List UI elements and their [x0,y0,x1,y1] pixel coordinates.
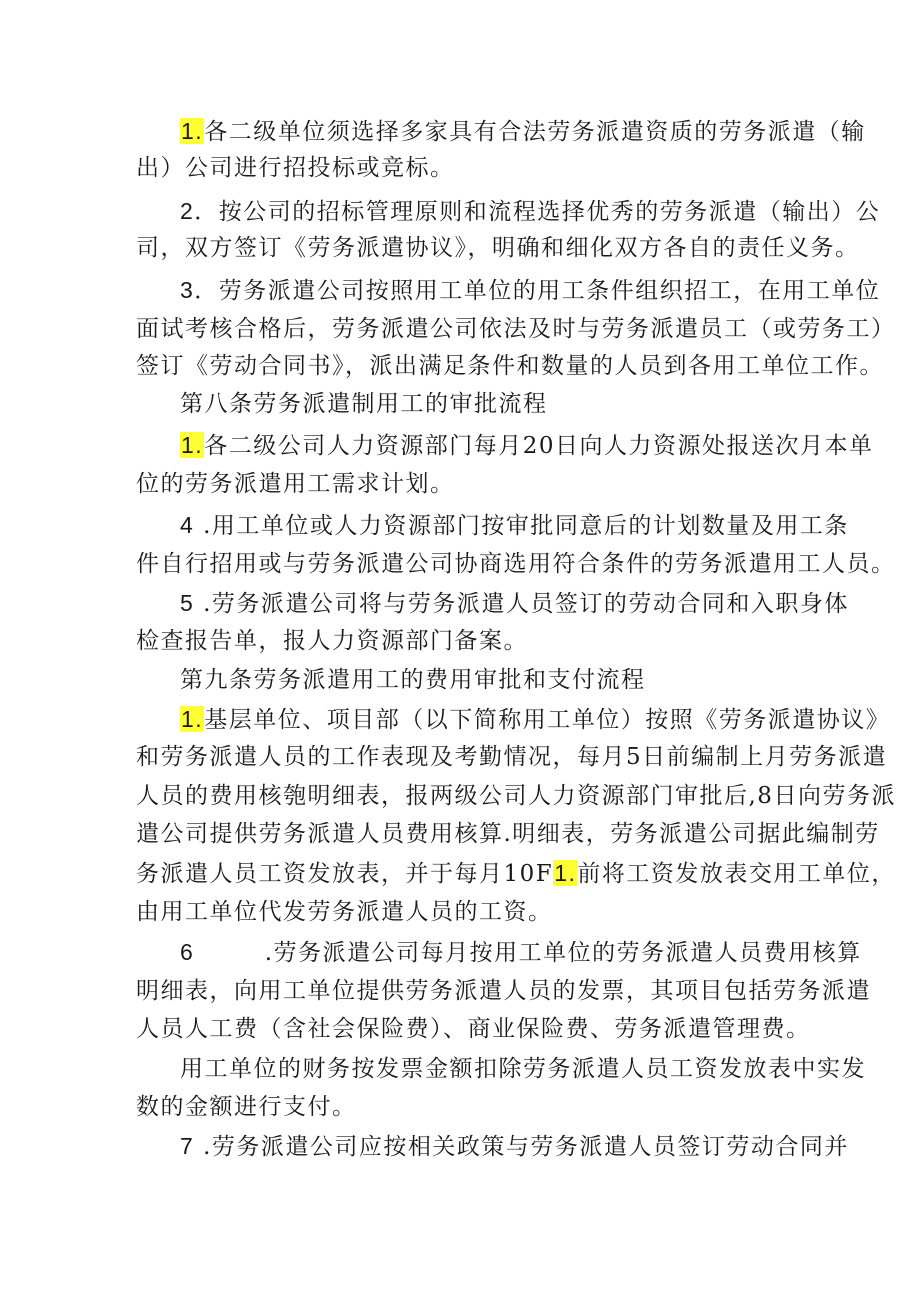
line-text: 用工单位的财务按发票金额扣除劳务派遣人员工资发放表中实发 [180,1056,866,1082]
line-text: 由用工单位代发劳务派遣人员的工资。 [136,899,553,925]
paragraph-line [136,549,896,579]
paragraph-line [180,196,880,227]
line-text: .用工单位或人力资源部门按审批同意后的计划数量及用工条 [194,513,849,539]
list-number: 7 [180,1133,195,1159]
line-text: ．劳务派遣公司按照用工单位的用工条件组织招工，在用工单位 [194,278,881,304]
paragraph-line [180,275,880,306]
line-text: 前将工资发放表交用工单位， [577,861,896,887]
paragraph-line [180,588,849,619]
list-number: 4 [180,512,195,538]
highlighted-inline-mark: 1. [554,860,577,886]
line-text: 数的金额进行支付。 [136,1094,357,1120]
paragraph-line [136,626,528,656]
line-text: 位的劳务派遣用工需求计划。 [136,471,455,497]
line-text: 各二级公司人力资源部门每月20日向人力资源处报送次月本单 [204,433,874,459]
highlighted-list-number: 1. [181,706,204,732]
line-text: 人员人工费（含社会保险费）、商业保险费、劳务派遣管理费。 [136,1016,811,1042]
paragraph-line [136,858,896,889]
paragraph-line [180,704,890,735]
line-text: 基层单位、项目部（以下简称用工单位）按照《劳务派遣协议》 [204,707,891,733]
line-text: 人员的费用核匏明细表，报两级公司人力资源部门审批后,8日向劳务派 [136,783,896,809]
paragraph-line [136,351,884,381]
list-number: 6 [180,939,195,965]
article-heading [180,665,646,695]
line-text: .劳务派遣公司将与劳务派遣人员签订的劳动合同和入职身体 [194,591,849,617]
line-text: 检查报告单，报人力资源部门备案。 [136,628,528,654]
paragraph-line [136,1014,811,1044]
line-text: .劳务派遣公司每月按用工单位的劳务派遣人员费用核算 [194,940,862,966]
line-text: 明细表，向用工单位提供劳务派遣人员的发票，其项目包括劳务派遣 [136,978,871,1004]
line-text: 签订《劳动合同书》，派出满足条件和数量的人员到各用工单位工作。 [136,353,884,379]
paragraph-line [136,469,455,499]
line-text: 各二级单位须选择多家具有合法劳务派遣资质的劳务派遣（输 [204,119,866,145]
paragraph-line [136,742,887,772]
paragraph-line [136,233,860,263]
paragraph-line [180,1054,866,1084]
line-text: ．按公司的招标管理原则和流程选择优秀的劳务派遣（输出）公 [194,199,881,225]
line-text: 司，双方签订《劳务派遣协议》，明确和细化双方各自的责任义务。 [136,235,860,261]
paragraph-line [180,937,862,968]
paragraph-line [136,819,880,849]
paragraph-line [136,314,896,344]
line-text: 件自行招用或与劳务派遣公司协商选用符合条件的劳务派遣用工人员。 [136,551,896,577]
line-text: 出）公司进行招投标或竞标。 [136,155,455,181]
list-number: 5 [180,590,195,616]
list-number: 3 [180,277,195,303]
paragraph-line [180,116,866,147]
article-heading [180,389,548,419]
paragraph-line [180,1131,849,1162]
line-text: 第八条劳务派遣制用工的审批流程 [180,391,548,417]
line-text: 第九条劳务派遣用工的费用审批和支付流程 [180,667,646,693]
line-text: 遣公司提供劳务派遣人员费用核算.明细表，劳务派遣公司据此编制劳 [136,821,880,847]
paragraph-line [136,1092,357,1122]
paragraph-line [136,897,553,927]
line-text: 和劳务派遣人员的工作表现及考勤情况，每月5日前编制上月劳务派遣 [136,744,888,770]
list-number: 2 [180,198,195,224]
highlighted-list-number: 1. [181,118,204,144]
paragraph-line [180,510,849,541]
paragraph-line [136,781,896,811]
line-text: 面试考核合格后，劳务派遣公司依法及时与劳务派遣员工（或劳务工） [136,316,896,342]
paragraph-line [136,153,455,183]
line-text: .劳务派遣公司应按相关政策与劳务派遣人员签订劳动合同并 [194,1134,849,1160]
paragraph-line [136,976,871,1006]
paragraph-line [180,430,873,461]
highlighted-list-number: 1. [181,432,204,458]
line-text: 务派遣人员工资发放表，并于每月10F [136,861,554,887]
